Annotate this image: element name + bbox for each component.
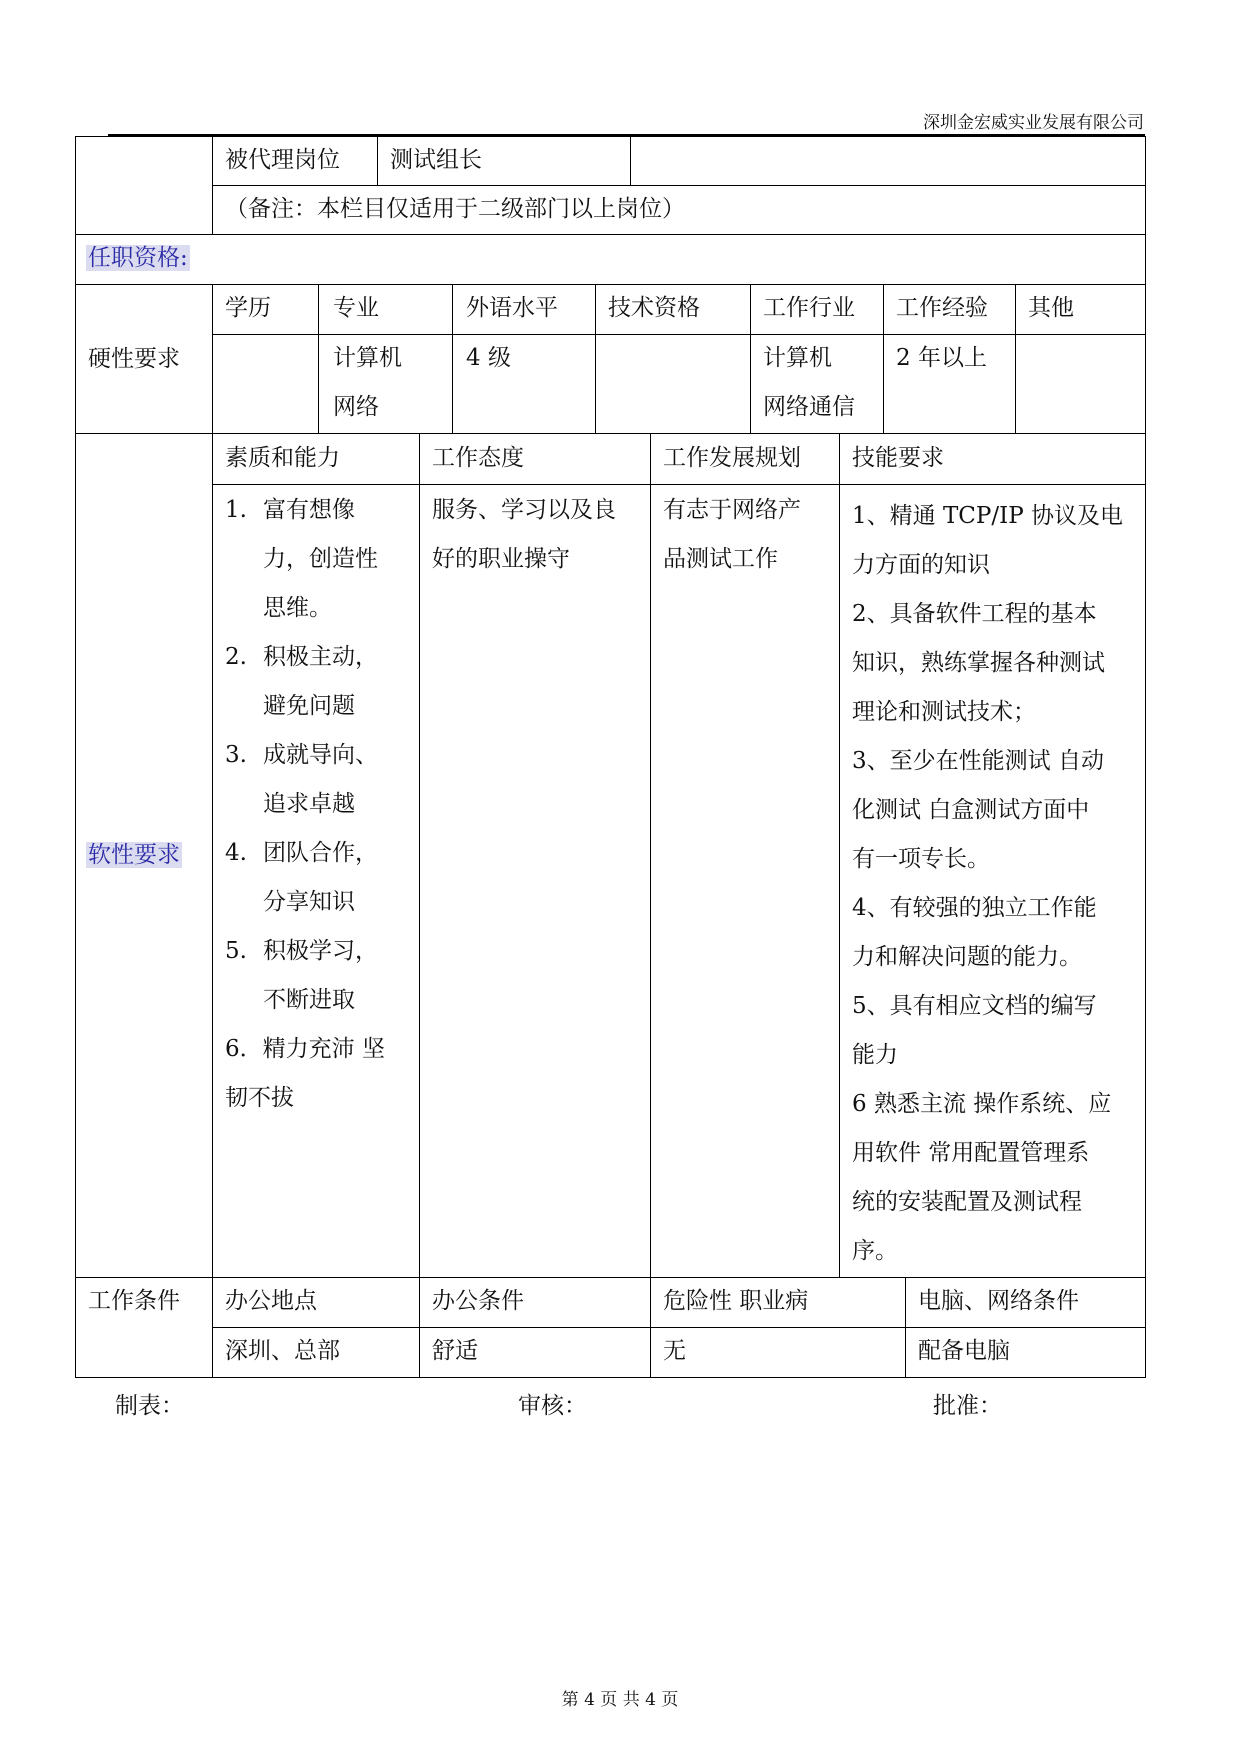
plan-text: 有志于网络产 品测试工作 <box>663 497 801 572</box>
quality-item <box>225 486 415 633</box>
hard-header-industry: 工作行业 <box>763 295 855 321</box>
quality-item <box>225 731 415 829</box>
work-header-computer: 电脑、网络条件 <box>918 1288 1079 1314</box>
skill-item: 4、有较强的独立工作能 力和解决问题的能力。 <box>852 895 1097 970</box>
reviewed-by-label: 审核： <box>518 1393 587 1419</box>
quality-item <box>225 633 415 731</box>
work-header-location: 办公地点 <box>225 1288 317 1314</box>
hard-header-other: 其他 <box>1028 295 1074 321</box>
hard-requirement-label: 硬性要求 <box>88 346 180 372</box>
quality-item <box>225 829 415 927</box>
page-number: 第 4 页 共 4 页 <box>561 1690 679 1710</box>
soft-requirement-label-text: 软性要求 <box>88 842 180 868</box>
quality-item-text: 积极学习， 不断进取 <box>263 938 378 1013</box>
quality-item <box>225 927 415 1025</box>
quality-item-text: 积极主动， 避免问题 <box>263 644 378 719</box>
soft-header-attitude: 工作态度 <box>432 445 524 471</box>
quality-item-number: 2. <box>225 644 247 670</box>
hard-header-language: 外语水平 <box>466 295 558 321</box>
work-condition-label: 工作条件 <box>88 1288 180 1314</box>
work-value-conditions: 舒适 <box>432 1338 478 1364</box>
quality-item-text: 成就导向、 追求卓越 <box>263 742 378 817</box>
hard-value-industry: 计算机 网络通信 <box>763 345 855 420</box>
skills-list <box>852 492 1144 1276</box>
note-text: （备注：本栏目仅适用于二级部门以上岗位） <box>225 196 685 222</box>
quality-item-text: 团队合作， 分享知识 <box>263 840 378 915</box>
quality-item-number: 3. <box>225 742 247 768</box>
skill-item: 1、精通 TCP/IP 协议及电 力方面的知识 <box>852 503 1123 578</box>
work-value-hazard: 无 <box>663 1338 686 1364</box>
skill-item: 2、具备软件工程的基本 知识，熟练掌握各种测试 理论和测试技术； <box>852 601 1105 725</box>
hard-header-major: 专业 <box>333 295 379 321</box>
skill-item: 6 熟悉主流 操作系统、应 用软件 常用配置管理系 统的安装配置及测试程 序。 <box>852 1091 1112 1264</box>
made-by-label: 制表： <box>115 1393 184 1419</box>
skill-item: 5、具有相应文档的编写 能力 <box>852 993 1097 1068</box>
skill-item: 3、至少在性能测试 自动 化测试 白盒测试方面中 有一项专长。 <box>852 748 1104 872</box>
work-value-computer: 配备电脑 <box>918 1338 1010 1364</box>
qualification-title <box>86 234 190 283</box>
soft-header-skills: 技能要求 <box>852 445 944 471</box>
quality-item-text: 6．精力充沛 坚 韧不拔 <box>225 1036 385 1111</box>
quality-item-number: 1. <box>225 497 247 523</box>
agent-position-label: 被代理岗位 <box>225 147 340 173</box>
work-value-location: 深圳、总部 <box>225 1338 340 1364</box>
hard-value-major: 计算机 网络 <box>333 345 402 420</box>
soft-header-quality: 素质和能力 <box>225 445 340 471</box>
quality-item-text: 富有想像 力，创造性 思维。 <box>263 497 378 621</box>
quality-item <box>225 1025 415 1123</box>
soft-header-plan: 工作发展规划 <box>663 445 801 471</box>
agent-position-value: 测试组长 <box>390 147 482 173</box>
quality-item-number: 5. <box>225 938 247 964</box>
soft-requirement-label <box>86 831 182 880</box>
attitude-text: 服务、学习以及良 好的职业操守 <box>432 497 616 572</box>
hard-header-education: 学历 <box>225 295 271 321</box>
work-header-hazard: 危险性 职业病 <box>663 1288 809 1314</box>
work-header-conditions: 办公条件 <box>432 1288 524 1314</box>
quality-item-number: 4. <box>225 840 247 866</box>
company-name: 深圳金宏威实业发展有限公司 <box>923 113 1144 133</box>
hard-value-experience: 2 年以上 <box>896 345 987 371</box>
hard-header-tech-qualification: 技术资格 <box>608 295 700 321</box>
hard-value-language: 4 级 <box>466 345 511 371</box>
hard-header-experience: 工作经验 <box>896 295 988 321</box>
approved-by-label: 批准： <box>933 1393 1002 1419</box>
qualification-title-text: 任职资格: <box>88 245 188 271</box>
quality-list <box>225 486 415 1123</box>
